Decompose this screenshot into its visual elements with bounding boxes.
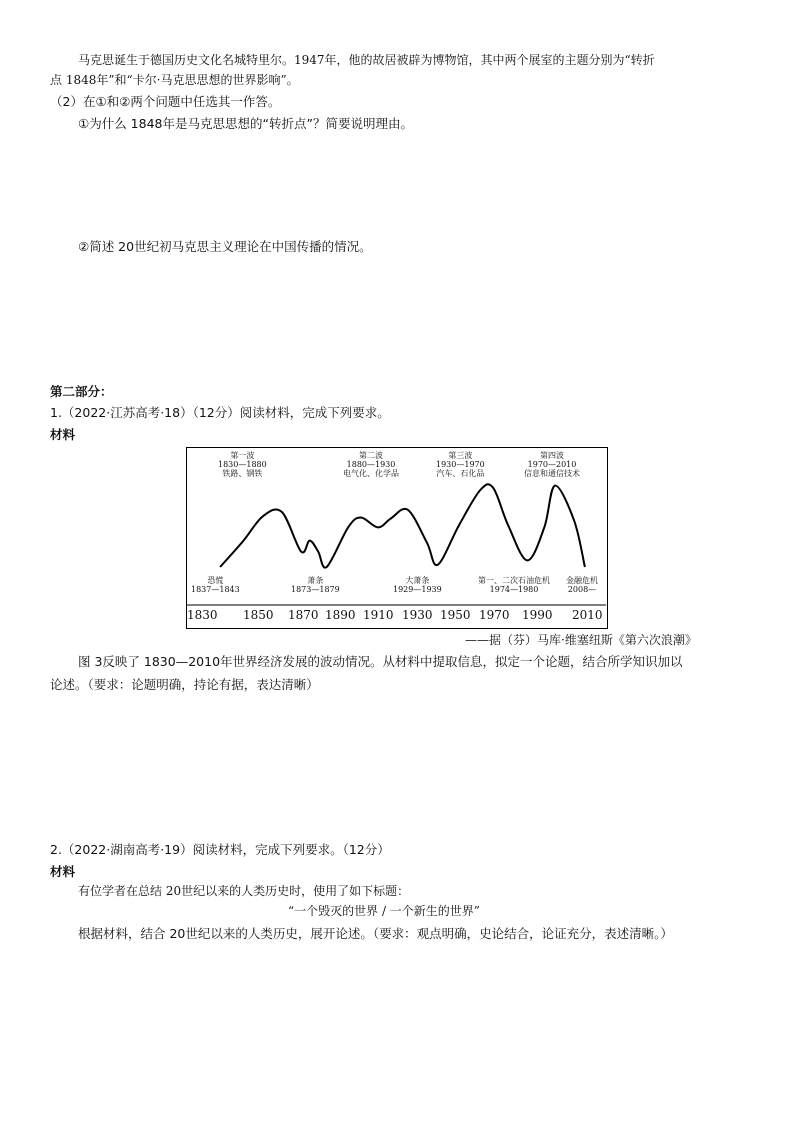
crisis-1-period: 1837—1843 xyxy=(191,585,240,595)
crisis-5-period: 2008— xyxy=(567,585,597,595)
wave-label-2 xyxy=(343,451,399,479)
x-tick-label: 1950 xyxy=(440,608,471,622)
intro-line-2: 点 1848年”和“卡尔·马克思思想的世界影响”。 xyxy=(50,73,299,87)
wave-3-tech: 汽车、石化品 xyxy=(436,469,485,479)
crisis-4-name: 第一、二次石油危机 xyxy=(478,576,550,585)
material-label-2: 材料 xyxy=(50,864,76,879)
x-tick-label: 1830 xyxy=(187,608,218,622)
q2-material-line-1: 有位学者在总结 20世纪以来的人类历史时，使用了如下标题： xyxy=(78,884,410,898)
crisis-2-name: 萧条 xyxy=(307,576,324,585)
wave-2-tech: 电气化、化学品 xyxy=(343,469,399,479)
crisis-label-3 xyxy=(393,576,442,594)
question-1-title: 1.（2022·江苏高考·18）（12分）阅读材料，完成下列要求。 xyxy=(50,405,390,420)
question-1-text-line-1: 图 3反映了 1830—2010年世界经济发展的波动情况。从材料中提取信息，拟定一个论题，结合所学知识加以 xyxy=(78,654,683,669)
wave-4-period: 1970—2010 xyxy=(527,460,577,470)
x-tick-label: 1930 xyxy=(402,608,433,622)
crisis-5-name: 金融危机 xyxy=(566,576,598,585)
wave-label-4 xyxy=(524,451,580,479)
intro-line-1: 马克思诞生于德国历史文化名城特里尔。1947年，他的故居被辟为博物馆，其中两个展室的主题分别为“转折 xyxy=(78,53,655,67)
crisis-label-4 xyxy=(478,576,550,594)
chart-source: ——据（芬）马库·维塞纽斯《第六次浪潮》 xyxy=(465,633,697,647)
question-2-title: 2.（2022·湖南高考·19）阅读材料，完成下列要求。（12分） xyxy=(50,842,390,857)
material-label: 材料 xyxy=(50,427,76,442)
crisis-1-name: 恐慌 xyxy=(207,576,224,585)
wave-2-name: 第二波 xyxy=(359,451,383,460)
question-2: （2）在①和②两个问题中任选其一作答。 xyxy=(50,94,281,109)
x-tick-label: 1870 xyxy=(288,608,319,622)
crisis-2-period: 1873—1879 xyxy=(291,585,340,595)
x-tick-label: 1850 xyxy=(243,608,274,622)
x-tick-label: 1890 xyxy=(325,608,356,622)
crisis-label-1 xyxy=(191,576,240,594)
wave-1-name: 第一波 xyxy=(230,451,255,460)
wave-series-line xyxy=(220,484,585,567)
crisis-label-5 xyxy=(566,576,598,594)
wave-1-period: 1830—1880 xyxy=(218,460,267,470)
question-2-option-2: ②简述 20世纪初马克思主义理论在中国传播的情况。 xyxy=(78,239,372,254)
crisis-4-period: 1974—1980 xyxy=(489,585,539,595)
wave-3-name: 第三波 xyxy=(448,451,473,460)
question-1-text-line-2: 论述。（要求：论题明确，持论有据，表达清晰） xyxy=(50,677,319,692)
wave-label-3 xyxy=(436,451,485,479)
question-2-text: 根据材料，结合 20世纪以来的人类历史，展开论述。（要求：观点明确，史论结合，论证充分，表述清晰。） xyxy=(78,926,673,941)
wave-2-period: 1880—1930 xyxy=(346,460,396,470)
q2-material-line-2: “一个毁灭的世界 / 一个新生的世界” xyxy=(288,904,480,918)
wave-label-1 xyxy=(218,451,267,479)
question-2-option-1: ①为什么 1848年是马克思思想的“转折点”？简要说明理由。 xyxy=(78,116,413,131)
x-tick-label: 2010 xyxy=(572,608,603,622)
section-heading: 第二部分： xyxy=(50,384,113,399)
crisis-3-name: 大萧条 xyxy=(405,576,430,585)
x-tick-label: 1910 xyxy=(363,608,394,622)
crisis-label-2 xyxy=(291,576,340,594)
wave-3-period: 1930—1970 xyxy=(436,460,485,470)
wave-1-tech: 铁路、钢铁 xyxy=(222,469,263,479)
x-tick-label: 1990 xyxy=(522,608,553,622)
x-tick-label: 1970 xyxy=(479,608,510,622)
crisis-3-period: 1929—1939 xyxy=(393,585,442,595)
wave-4-tech: 信息和通信技术 xyxy=(524,469,580,479)
wave-4-name: 第四波 xyxy=(540,451,564,460)
